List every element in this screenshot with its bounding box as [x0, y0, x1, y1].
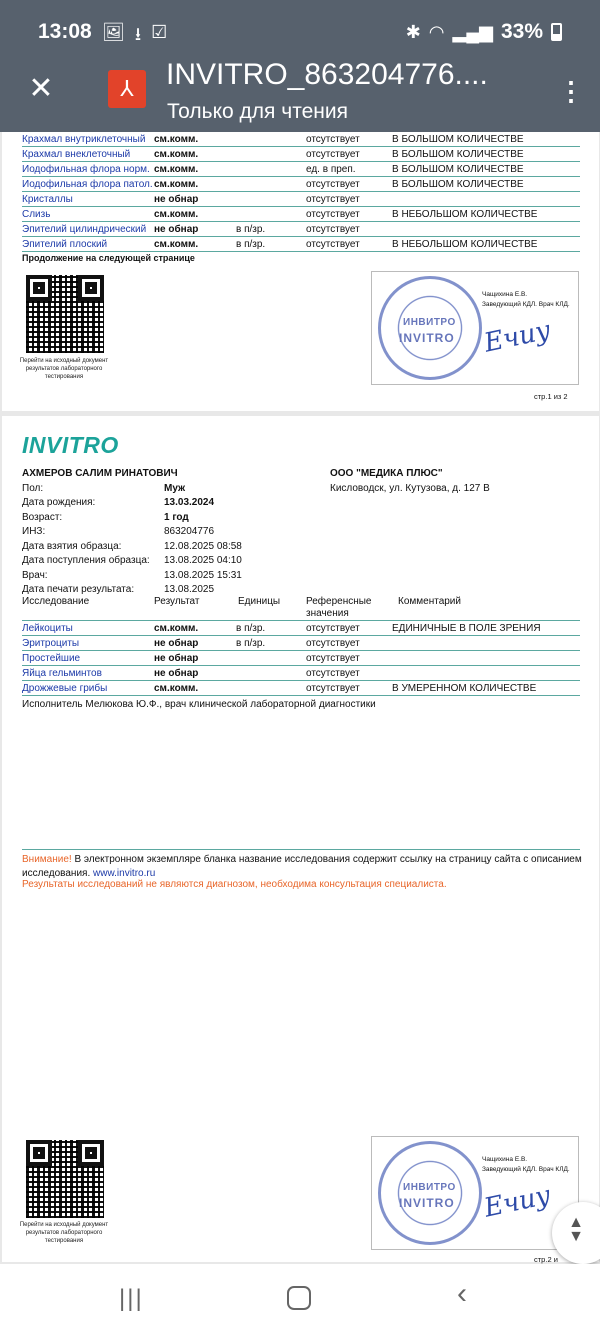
signature-icon: Ечиу — [481, 1180, 554, 1224]
study-link[interactable]: Кристаллы — [22, 194, 73, 205]
signer-title: Заведующий КДЛ. Врач КЛД. — [482, 1166, 570, 1174]
table-row — [22, 651, 580, 666]
table-row — [22, 177, 580, 192]
unit-value: в п/зр. — [236, 239, 266, 250]
study-link[interactable]: Эритроциты — [22, 638, 80, 649]
result-value: см.комм. — [154, 683, 199, 694]
result-value: не обнар — [154, 194, 199, 205]
performer: Исполнитель Мелюкова Ю.Ф., врач клинической лабораторной диагностики — [22, 699, 376, 710]
signal-icon: ▂▄▆ — [452, 21, 493, 42]
header-units: Единицы — [238, 596, 281, 607]
navigation-bar — [0, 1264, 600, 1332]
study-link[interactable]: Крахмал внеклеточный — [22, 149, 131, 160]
notice-warning: Внимание! — [22, 854, 72, 865]
field-label: Возраст: — [22, 512, 63, 523]
table-row — [22, 620, 580, 636]
result-value: см.комм. — [154, 239, 199, 250]
close-icon: ✕ — [28, 72, 54, 105]
pdf-page-1 — [2, 132, 599, 411]
page-number: стр.2 и — [534, 1255, 558, 1264]
pdf-viewer[interactable] — [0, 132, 600, 1264]
table-row — [22, 666, 580, 681]
header-comment: Комментарий — [398, 596, 461, 607]
header-result: Результат — [154, 596, 200, 607]
comment-value: В УМЕРЕННОМ КОЛИЧЕСТВЕ — [392, 683, 537, 694]
signature-icon: Ечиу — [481, 315, 554, 359]
check-icon: ☑ — [151, 22, 168, 42]
stamp-text-en: INVITRO — [399, 331, 455, 345]
bluetooth-icon: ✱ — [405, 21, 421, 42]
qr-code[interactable] — [26, 1140, 104, 1218]
result-value: см.комм. — [154, 134, 199, 145]
status-time: 13:08 — [38, 20, 92, 43]
ref-value: отсутствует — [306, 239, 360, 250]
comment-value: В БОЛЬШОМ КОЛИЧЕСТВЕ — [392, 134, 524, 145]
study-link[interactable]: Дрожжевые грибы — [22, 683, 108, 694]
field-value: 12.08.2025 08:58 — [164, 541, 242, 552]
result-value: см.комм. — [154, 164, 199, 175]
comment-value: В БОЛЬШОМ КОЛИЧЕСТВЕ — [392, 164, 524, 175]
invitro-logo: INVITRO — [22, 432, 119, 458]
table-row — [22, 192, 580, 207]
comment-value: В НЕБОЛЬШОМ КОЛИЧЕСТВЕ — [392, 239, 538, 250]
result-value: см.комм. — [154, 179, 199, 190]
header-ref: Референсные значения — [306, 596, 372, 619]
comment-value: В БОЛЬШОМ КОЛИЧЕСТВЕ — [392, 179, 524, 190]
field-value: 13.03.2024 — [164, 497, 215, 508]
pdf-file-icon: ⅄ — [108, 70, 146, 108]
status-bar — [0, 0, 600, 52]
lab-stamp-icon — [378, 276, 482, 380]
back-button[interactable]: ‹ — [457, 1277, 467, 1310]
study-link[interactable]: Яйца гельминтов — [22, 668, 102, 679]
read-only-label: Только для чтения — [167, 100, 348, 123]
qr-note: Перейти на исходный документ результатов лабораторного тестирования — [19, 1222, 109, 1244]
ref-value: отсутствует — [306, 683, 360, 694]
field-label: Врач: — [22, 570, 48, 581]
qr-note: Перейти на исходный документ результатов лабораторного тестирования — [19, 358, 109, 380]
clinic-name: ООО "МЕДИКА ПЛЮС" — [330, 468, 443, 479]
field-value: 1 год — [164, 512, 189, 523]
ref-value: отсутствует — [306, 134, 360, 145]
stamp-text-en: INVITRO — [399, 1196, 455, 1210]
lab-stamp-icon — [378, 1141, 482, 1245]
stamp-text-ru: ИНВИТРО — [403, 317, 456, 328]
comment-value: В НЕБОЛЬШОМ КОЛИЧЕСТВЕ — [392, 209, 538, 220]
study-link[interactable]: Слизь — [22, 209, 51, 220]
signer-info — [482, 290, 570, 311]
ref-value: отсутствует — [306, 623, 360, 634]
unit-value: в п/зр. — [236, 224, 266, 235]
pdf-page-2 — [2, 416, 599, 1262]
home-button[interactable] — [287, 1286, 311, 1310]
signer-name: Чащихина Е.В. — [482, 291, 528, 298]
status-left-icons — [102, 22, 167, 52]
result-value: см.комм. — [154, 209, 199, 220]
ref-value: отсутствует — [306, 209, 360, 220]
result-value: см.комм. — [154, 623, 199, 634]
clinic-address: Кисловодск, ул. Кутузова, д. 127 В — [330, 483, 490, 494]
ref-value: отсутствует — [306, 194, 360, 205]
signer-name: Чащихина Е.В. — [482, 1156, 528, 1163]
battery-percent: 33% — [500, 20, 543, 43]
field-label: Дата взятия образца: — [22, 541, 122, 552]
table-row — [22, 222, 580, 237]
signer-info — [482, 1155, 570, 1176]
table-row — [22, 636, 580, 651]
ref-value: отсутствует — [306, 638, 360, 649]
chevron-up-icon: ▲ — [568, 1214, 584, 1231]
qr-code[interactable] — [26, 275, 104, 353]
table-row — [22, 132, 580, 147]
result-value: не обнар — [154, 224, 199, 235]
table-row — [22, 147, 580, 162]
field-value: 13.08.2025 04:10 — [164, 555, 242, 566]
close-button[interactable] — [24, 72, 58, 106]
study-link[interactable]: Эпителий цилиндрический — [22, 224, 147, 235]
header-study: Исследование — [22, 596, 90, 607]
invitro-link[interactable]: www.invitro.ru — [93, 867, 156, 879]
ref-value: отсутствует — [306, 179, 360, 190]
download-icon: ⭳ — [134, 24, 142, 44]
study-link[interactable]: Простейшие — [22, 653, 81, 664]
signature-stamp-box — [371, 1136, 579, 1250]
study-link[interactable]: Иодофильная флора норм. — [22, 164, 150, 175]
unit-value: в п/зр. — [236, 623, 266, 634]
field-label: ИНЗ: — [22, 526, 46, 537]
image-icon: 🖼 — [102, 22, 125, 42]
table-row — [22, 237, 580, 252]
more-options-button[interactable] — [558, 74, 584, 108]
field-label: Дата поступления образца: — [22, 555, 150, 566]
status-right-icons — [406, 20, 562, 44]
app-bar — [0, 52, 600, 132]
unit-value: в п/зр. — [236, 638, 266, 649]
notice — [22, 853, 582, 880]
notice-text: В электронном экземпляре бланка название исследования содержит ссылку на страницу сайта с описанием исследования. — [22, 854, 582, 879]
disclaimer: Результаты исследований не являются диагнозом, необходима консультация специалиста. — [22, 879, 447, 890]
patient-name: АХМЕРОВ САЛИМ РИНАТОВИЧ — [22, 468, 178, 479]
study-link[interactable]: Иодофильная флора патол. — [22, 179, 153, 190]
ref-value: отсутствует — [306, 653, 360, 664]
stamp-text-ru: ИНВИТРО — [403, 1182, 456, 1193]
comment-value: ЕДИНИЧНЫЕ В ПОЛЕ ЗРЕНИЯ — [392, 623, 541, 634]
result-value: не обнар — [154, 653, 199, 664]
continuation-note: Продолжение на следующей странице — [22, 253, 195, 263]
comment-value: В БОЛЬШОМ КОЛИЧЕСТВЕ — [392, 149, 524, 160]
table-row — [22, 207, 580, 222]
signer-title: Заведующий КДЛ. Врач КЛД. — [482, 301, 570, 309]
field-label: Пол: — [22, 483, 44, 494]
chevron-down-icon: ▼ — [568, 1228, 584, 1245]
result-value: не обнар — [154, 638, 199, 649]
study-link[interactable]: Лейкоциты — [22, 623, 73, 634]
wifi-icon: ◠ — [428, 21, 445, 42]
battery-icon — [551, 23, 562, 41]
ref-value: отсутствует — [306, 668, 360, 679]
field-value: 863204776 — [164, 526, 215, 537]
recent-apps-button[interactable]: ||| — [119, 1285, 144, 1312]
field-value: 13.08.2025 15:31 — [164, 570, 242, 581]
more-vert-icon: ⋮ — [558, 76, 584, 106]
study-link[interactable]: Крахмал внутриклеточный — [22, 134, 146, 145]
field-label: Дата печати результата: — [22, 584, 135, 595]
table-row — [22, 162, 580, 177]
field-label: Дата рождения: — [22, 497, 96, 508]
ref-value: отсутствует — [306, 149, 360, 160]
page-number: стр.1 из 2 — [534, 392, 568, 401]
field-value: 13.08.2025 — [164, 584, 215, 595]
field-value: Муж — [164, 483, 186, 494]
study-link[interactable]: Эпителий плоский — [22, 239, 108, 250]
ref-value: ед. в преп. — [306, 164, 356, 175]
divider — [22, 849, 580, 850]
ref-value: отсутствует — [306, 224, 360, 235]
result-value: не обнар — [154, 668, 199, 679]
signature-stamp-box — [371, 271, 579, 385]
result-value: см.комм. — [154, 149, 199, 160]
table-row — [22, 681, 580, 696]
document-title: INVITRO_863204776.... — [166, 58, 488, 91]
